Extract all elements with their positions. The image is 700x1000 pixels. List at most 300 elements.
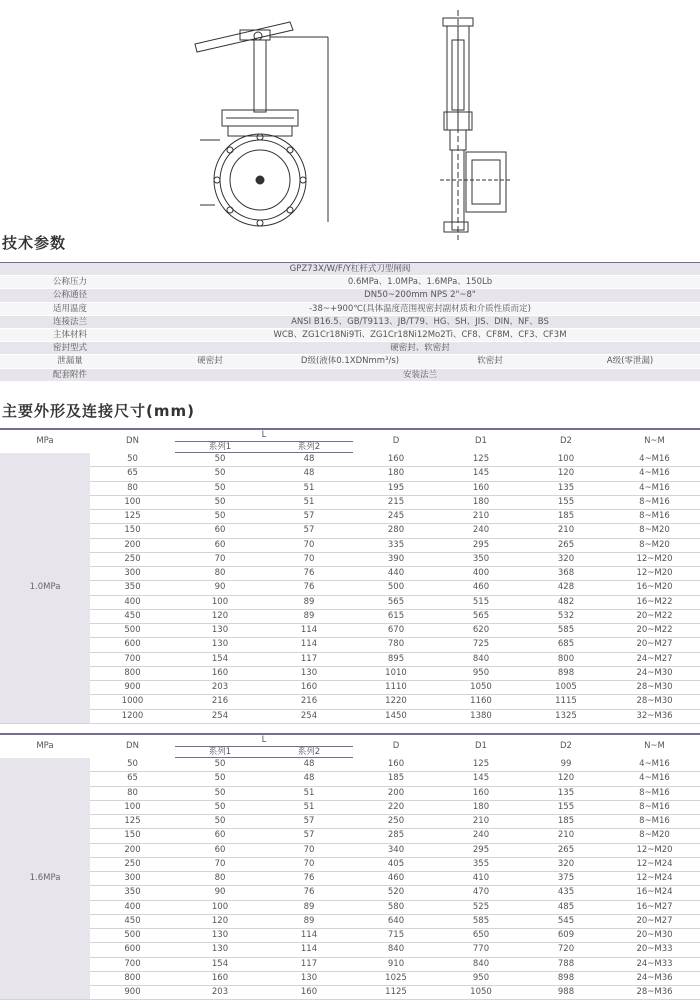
table-row <box>0 709 700 723</box>
table-cell: 185 <box>353 772 439 786</box>
table-cell: 200 <box>90 538 175 552</box>
spec-label: 配套附件 <box>0 368 140 381</box>
table-cell: 51 <box>265 481 353 495</box>
table-cell: 48 <box>265 453 353 467</box>
table-cell: 24~M33 <box>609 957 700 971</box>
table-row <box>0 538 700 552</box>
table-cell: 50 <box>175 786 265 800</box>
table-cell: 900 <box>90 986 175 1000</box>
table-cell: 100 <box>175 595 265 609</box>
table-cell: 470 <box>439 886 523 900</box>
table-cell: 203 <box>175 681 265 695</box>
table-row <box>0 843 700 857</box>
table-cell: 340 <box>353 843 439 857</box>
col-l: L <box>175 734 353 747</box>
table-cell: 60 <box>175 829 265 843</box>
table-cell: 254 <box>265 709 353 723</box>
table-cell: 780 <box>353 638 439 652</box>
table-cell: 57 <box>265 510 353 524</box>
table-cell: 565 <box>439 609 523 623</box>
table-row <box>0 681 700 695</box>
col-d: D <box>353 734 439 758</box>
table-cell: 368 <box>523 567 609 581</box>
table-row <box>0 900 700 914</box>
table-row <box>0 886 700 900</box>
table-cell: 215 <box>353 495 439 509</box>
table-cell: 89 <box>265 609 353 623</box>
table-cell: 700 <box>90 652 175 666</box>
table-cell: 254 <box>175 709 265 723</box>
spec-label: 密封型式 <box>0 342 140 355</box>
table-cell: 216 <box>175 695 265 709</box>
table-cell: 90 <box>175 886 265 900</box>
table-cell: 265 <box>523 538 609 552</box>
specs-table <box>0 262 700 382</box>
table-cell: 460 <box>439 581 523 595</box>
table-row <box>0 914 700 928</box>
spec-value: D级(液体0.1XDNmm³/s) <box>280 355 420 368</box>
table-cell: 120 <box>175 914 265 928</box>
col-d: D <box>353 429 439 453</box>
dims-body-1 <box>0 453 700 724</box>
table-cell: 482 <box>523 595 609 609</box>
table-cell: 350 <box>90 581 175 595</box>
table-cell: 715 <box>353 929 439 943</box>
table-row <box>0 581 700 595</box>
table-cell: 150 <box>90 829 175 843</box>
table-cell: 160 <box>439 786 523 800</box>
spec-label: 公称压力 <box>0 276 140 289</box>
table-row <box>0 567 700 581</box>
specs-row-leakage <box>0 355 700 368</box>
table-cell: 48 <box>265 758 353 772</box>
table-cell: 48 <box>265 772 353 786</box>
table-cell: 400 <box>439 567 523 581</box>
specs-row <box>0 276 700 289</box>
col-dn: DN <box>90 734 175 758</box>
table-cell: 640 <box>353 914 439 928</box>
side-view-drawing <box>440 10 512 240</box>
col-nm: N~M <box>609 429 700 453</box>
table-cell: 70 <box>175 552 265 566</box>
table-cell: 515 <box>439 595 523 609</box>
table-cell: 8~M16 <box>609 495 700 509</box>
table-cell: 12~M24 <box>609 857 700 871</box>
table-cell: 580 <box>353 900 439 914</box>
table-cell: 50 <box>175 800 265 814</box>
spec-value: WCB、ZG1Cr18Ni9Ti、ZG1Cr18Ni12Mo2Ti、CF8、CF8M、CF3、CF3M <box>140 328 700 341</box>
table-cell: 50 <box>175 481 265 495</box>
col-d2: D2 <box>523 734 609 758</box>
spec-label: 连接法兰 <box>0 315 140 328</box>
table-cell: 898 <box>523 666 609 680</box>
table-cell: 8~M16 <box>609 815 700 829</box>
col-nm: N~M <box>609 734 700 758</box>
table-cell: 800 <box>523 652 609 666</box>
col-d1: D1 <box>439 429 523 453</box>
table-cell: 300 <box>90 872 175 886</box>
table-cell: 130 <box>265 666 353 680</box>
table-cell: 16~M27 <box>609 900 700 914</box>
table-cell: 195 <box>353 481 439 495</box>
table-cell: 4~M16 <box>609 772 700 786</box>
table-cell: 48 <box>265 467 353 481</box>
table-cell: 80 <box>175 872 265 886</box>
table-cell: 90 <box>175 581 265 595</box>
table-row <box>0 524 700 538</box>
table-cell: 950 <box>439 666 523 680</box>
table-cell: 16~M22 <box>609 595 700 609</box>
table-cell: 788 <box>523 957 609 971</box>
table-cell: 28~M30 <box>609 695 700 709</box>
table-cell: 520 <box>353 886 439 900</box>
table-cell: 120 <box>523 467 609 481</box>
table-cell: 600 <box>90 638 175 652</box>
table-cell: 89 <box>265 914 353 928</box>
table-cell: 240 <box>439 524 523 538</box>
table-cell: 320 <box>523 857 609 871</box>
table-cell: 114 <box>265 929 353 943</box>
table-cell: 180 <box>439 800 523 814</box>
table-cell: 100 <box>523 453 609 467</box>
table-cell: 57 <box>265 829 353 843</box>
table-cell: 1110 <box>353 681 439 695</box>
table-row <box>0 695 700 709</box>
table-cell: 320 <box>523 552 609 566</box>
table-row <box>0 800 700 814</box>
table-cell: 609 <box>523 929 609 943</box>
table-cell: 1000 <box>90 695 175 709</box>
table-cell: 250 <box>90 857 175 871</box>
table-row <box>0 929 700 943</box>
table-row <box>0 786 700 800</box>
table-row <box>0 467 700 481</box>
table-cell: 60 <box>175 538 265 552</box>
table-cell: 32~M36 <box>609 709 700 723</box>
spec-label: 适用温度 <box>0 302 140 315</box>
table-cell: 532 <box>523 609 609 623</box>
table-cell: 57 <box>265 524 353 538</box>
table-row <box>0 815 700 829</box>
table-cell: 685 <box>523 638 609 652</box>
table-cell: 585 <box>523 624 609 638</box>
table-cell: 355 <box>439 857 523 871</box>
table-cell: 12~M20 <box>609 567 700 581</box>
table-cell: 65 <box>90 467 175 481</box>
col-d2: D2 <box>523 429 609 453</box>
table-row <box>0 609 700 623</box>
table-cell: 670 <box>353 624 439 638</box>
col-series1: 系列1 <box>175 442 265 453</box>
spec-value: 安装法兰 <box>140 368 700 381</box>
specs-row <box>0 315 700 328</box>
specs-row <box>0 342 700 355</box>
col-mpa: MPa <box>0 429 90 453</box>
table-cell: 12~M24 <box>609 872 700 886</box>
table-cell: 840 <box>439 957 523 971</box>
table-cell: 160 <box>353 758 439 772</box>
table-cell: 1115 <box>523 695 609 709</box>
spec-value: 硬密封 <box>140 355 280 368</box>
table-cell: 1160 <box>439 695 523 709</box>
table-cell: 180 <box>439 495 523 509</box>
table-cell: 8~M20 <box>609 524 700 538</box>
col-series2: 系列2 <box>265 442 353 453</box>
table-cell: 120 <box>523 772 609 786</box>
table-cell: 8~M20 <box>609 538 700 552</box>
table-cell: 154 <box>175 652 265 666</box>
table-cell: 185 <box>523 815 609 829</box>
table-cell: 1380 <box>439 709 523 723</box>
table-cell: 50 <box>175 815 265 829</box>
table-cell: 245 <box>353 510 439 524</box>
table-cell: 800 <box>90 971 175 985</box>
table-cell: 500 <box>90 929 175 943</box>
table-cell: 350 <box>90 886 175 900</box>
col-series2: 系列2 <box>265 747 353 758</box>
table-cell: 130 <box>175 638 265 652</box>
table-cell: 1025 <box>353 971 439 985</box>
table-row <box>0 552 700 566</box>
table-cell: 70 <box>175 857 265 871</box>
table-cell: 125 <box>439 453 523 467</box>
table-cell: 210 <box>523 524 609 538</box>
spec-value: A级(零泄漏) <box>560 355 700 368</box>
col-l: L <box>175 429 353 442</box>
table-cell: 16~M20 <box>609 581 700 595</box>
table-cell: 20~M22 <box>609 624 700 638</box>
table-cell: 51 <box>265 786 353 800</box>
table-cell: 450 <box>90 609 175 623</box>
table-cell: 160 <box>175 971 265 985</box>
table-cell: 1005 <box>523 681 609 695</box>
tech-params-title: 技术参数 <box>2 234 67 252</box>
table-row <box>0 986 700 1000</box>
table-cell: 280 <box>353 524 439 538</box>
table-cell: 4~M16 <box>609 467 700 481</box>
table-row <box>0 772 700 786</box>
table-cell: 100 <box>90 495 175 509</box>
table-cell: 400 <box>90 900 175 914</box>
table-row <box>0 971 700 985</box>
table-cell: 500 <box>90 624 175 638</box>
spec-value: 0.6MPa、1.0MPa、1.6MPa、150Lb <box>140 276 700 289</box>
table-cell: 70 <box>265 538 353 552</box>
front-view-drawing <box>195 22 328 226</box>
table-row <box>0 943 700 957</box>
table-cell: 220 <box>353 800 439 814</box>
table-cell: 585 <box>439 914 523 928</box>
table-cell: 4~M16 <box>609 481 700 495</box>
table-cell: 1325 <box>523 709 609 723</box>
table-cell: 898 <box>523 971 609 985</box>
specs-row <box>0 328 700 341</box>
table-cell: 1050 <box>439 681 523 695</box>
table-row <box>0 666 700 680</box>
table-cell: 28~M30 <box>609 681 700 695</box>
spec-label: 公称通径 <box>0 289 140 302</box>
table-row <box>0 638 700 652</box>
table-cell: 1200 <box>90 709 175 723</box>
table-cell: 265 <box>523 843 609 857</box>
table-row <box>0 829 700 843</box>
table-cell: 8~M16 <box>609 786 700 800</box>
table-cell: 160 <box>175 666 265 680</box>
table-cell: 720 <box>523 943 609 957</box>
table-cell: 450 <box>90 914 175 928</box>
spec-value: DN50~200mm NPS 2"~8" <box>140 289 700 302</box>
dims-title: 主要外形及连接尺寸(mm) <box>2 402 195 420</box>
table-cell: 114 <box>265 943 353 957</box>
table-cell: 70 <box>265 843 353 857</box>
table-cell: 50 <box>175 510 265 524</box>
table-cell: 70 <box>265 552 353 566</box>
table-cell: 12~M20 <box>609 843 700 857</box>
table-cell: 525 <box>439 900 523 914</box>
table-cell: 440 <box>353 567 439 581</box>
table-cell: 8~M20 <box>609 829 700 843</box>
table-cell: 51 <box>265 800 353 814</box>
table-cell: 8~M16 <box>609 800 700 814</box>
table-cell: 65 <box>90 772 175 786</box>
table-cell: 1050 <box>439 986 523 1000</box>
specs-header-row <box>0 263 700 276</box>
specs-header: GPZ73X/W/F/Y杠杆式刀型闸阀 <box>0 263 700 276</box>
table-cell: 145 <box>439 467 523 481</box>
table-cell: 725 <box>439 638 523 652</box>
table-row <box>0 957 700 971</box>
table-row <box>0 857 700 871</box>
table-row <box>0 872 700 886</box>
table-cell: 120 <box>175 609 265 623</box>
table-cell: 390 <box>353 552 439 566</box>
table-cell: 615 <box>353 609 439 623</box>
table-cell: 50 <box>175 453 265 467</box>
table-cell: 135 <box>523 786 609 800</box>
table-cell: 160 <box>353 453 439 467</box>
valve-drawings <box>0 0 700 240</box>
table-row <box>0 595 700 609</box>
table-cell: 76 <box>265 567 353 581</box>
table-cell: 89 <box>265 595 353 609</box>
table-cell: 50 <box>175 467 265 481</box>
table-cell: 20~M33 <box>609 943 700 957</box>
table-cell: 145 <box>439 772 523 786</box>
table-cell: 840 <box>439 652 523 666</box>
table-cell: 117 <box>265 652 353 666</box>
table-cell: 600 <box>90 943 175 957</box>
table-cell: 50 <box>175 495 265 509</box>
table-cell: 565 <box>353 595 439 609</box>
table-cell: 100 <box>175 900 265 914</box>
table-cell: 135 <box>523 481 609 495</box>
spec-label: 主体材料 <box>0 328 140 341</box>
table-cell: 50 <box>175 758 265 772</box>
table-cell: 900 <box>90 681 175 695</box>
table-cell: 125 <box>90 815 175 829</box>
table-cell: 99 <box>523 758 609 772</box>
table-cell: 130 <box>175 624 265 638</box>
table-cell: 545 <box>523 914 609 928</box>
table-cell: 200 <box>353 786 439 800</box>
table-cell: 1220 <box>353 695 439 709</box>
col-d1: D1 <box>439 734 523 758</box>
table-cell: 24~M27 <box>609 652 700 666</box>
table-cell: 620 <box>439 624 523 638</box>
table-cell: 4~M16 <box>609 758 700 772</box>
table-cell: 160 <box>439 481 523 495</box>
specs-row <box>0 289 700 302</box>
table-cell: 160 <box>265 681 353 695</box>
table-cell: 12~M20 <box>609 552 700 566</box>
table-cell: 1125 <box>353 986 439 1000</box>
table-cell: 155 <box>523 800 609 814</box>
table-cell: 24~M36 <box>609 971 700 985</box>
table-cell: 20~M30 <box>609 929 700 943</box>
table-cell: 76 <box>265 886 353 900</box>
table-cell: 485 <box>523 900 609 914</box>
table-cell: 210 <box>523 829 609 843</box>
table-row <box>0 624 700 638</box>
table-cell: 24~M30 <box>609 666 700 680</box>
table-cell: 125 <box>90 510 175 524</box>
table-cell: 50 <box>175 772 265 786</box>
table-cell: 295 <box>439 538 523 552</box>
col-mpa: MPa <box>0 734 90 758</box>
table-cell: 114 <box>265 638 353 652</box>
table-cell: 70 <box>265 857 353 871</box>
spec-label: 泄漏量 <box>0 355 140 368</box>
table-cell: 154 <box>175 957 265 971</box>
table-cell: 200 <box>90 843 175 857</box>
table-cell: 460 <box>353 872 439 886</box>
specs-row <box>0 368 700 381</box>
table-cell: 770 <box>439 943 523 957</box>
table-cell: 150 <box>90 524 175 538</box>
table-cell: 60 <box>175 524 265 538</box>
table-cell: 16~M24 <box>609 886 700 900</box>
table-cell: 80 <box>175 567 265 581</box>
table-cell: 950 <box>439 971 523 985</box>
table-cell: 895 <box>353 652 439 666</box>
table-cell: 410 <box>439 872 523 886</box>
table-cell: 57 <box>265 815 353 829</box>
table-cell: 1450 <box>353 709 439 723</box>
table-row <box>0 481 700 495</box>
table-cell: 216 <box>265 695 353 709</box>
table-cell: 250 <box>353 815 439 829</box>
table-cell: 285 <box>353 829 439 843</box>
table-cell: 28~M36 <box>609 986 700 1000</box>
specs-row <box>0 302 700 315</box>
pressure-cell: 1.6MPa <box>0 758 90 1000</box>
table-cell: 130 <box>175 929 265 943</box>
table-cell: 114 <box>265 624 353 638</box>
table-cell: 428 <box>523 581 609 595</box>
table-cell: 117 <box>265 957 353 971</box>
col-series1: 系列1 <box>175 747 265 758</box>
table-row <box>0 510 700 524</box>
pressure-cell: 1.0MPa <box>0 453 90 724</box>
table-cell: 500 <box>353 581 439 595</box>
table-cell: 350 <box>439 552 523 566</box>
table-cell: 335 <box>353 538 439 552</box>
table-cell: 435 <box>523 886 609 900</box>
table-cell: 130 <box>265 971 353 985</box>
table-row <box>0 758 700 772</box>
table-row <box>0 453 700 467</box>
table-row <box>0 495 700 509</box>
